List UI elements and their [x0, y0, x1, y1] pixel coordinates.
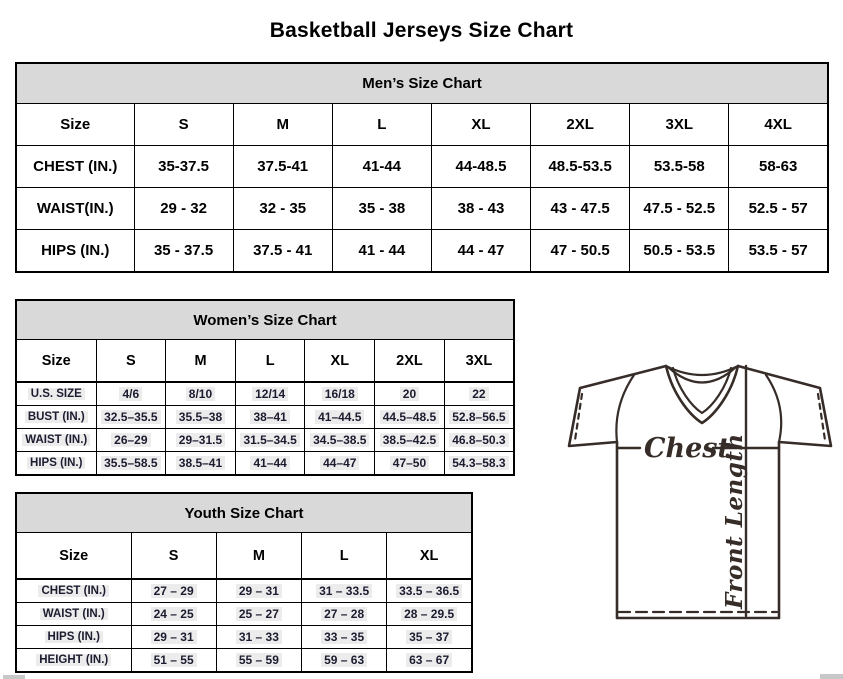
jersey-measurement-diagram — [556, 356, 843, 622]
womens-measure-row — [16, 406, 514, 429]
womens-value-cell: 46.8–50.3 — [444, 429, 514, 452]
womens-row-label: U.S. SIZE — [16, 382, 96, 406]
womens-size-chart-section — [15, 299, 515, 476]
womens-size-col-s: S — [96, 340, 166, 383]
youth-size-col-l: L — [302, 533, 387, 580]
mens-value-cell: 35 - 37.5 — [134, 230, 233, 273]
mens-size-col-l: L — [332, 104, 431, 146]
youth-row-label: HIPS (IN.) — [16, 626, 131, 649]
womens-value-cell: 38.5–42.5 — [375, 429, 445, 452]
front-length-label: Front Length — [721, 433, 748, 609]
mens-value-cell: 44-48.5 — [431, 146, 530, 188]
womens-value-cell: 26–29 — [96, 429, 166, 452]
jersey-right-armhole-seam — [766, 375, 781, 442]
youth-size-chart-section — [15, 492, 473, 673]
youth-value-cell: 25 – 27 — [216, 603, 301, 626]
mens-value-cell: 38 - 43 — [431, 188, 530, 230]
womens-value-cell: 52.8–56.5 — [444, 406, 514, 429]
youth-row-label: CHEST (IN.) — [16, 579, 131, 603]
mens-size-chart-section — [15, 62, 829, 273]
womens-value-cell: 22 — [444, 382, 514, 406]
mens-size-corner-label: Size — [16, 104, 134, 146]
womens-measure-row — [16, 429, 514, 452]
youth-value-cell: 33.5 – 36.5 — [387, 579, 472, 603]
mens-size-col-2xl: 2XL — [531, 104, 630, 146]
youth-value-cell: 27 – 29 — [131, 579, 216, 603]
mens-value-cell: 41 - 44 — [332, 230, 431, 273]
womens-table-title: Women’s Size Chart — [16, 300, 514, 340]
page-title: Basketball Jerseys Size Chart — [269, 19, 574, 43]
womens-value-cell: 16/18 — [305, 382, 375, 406]
mens-value-cell: 52.5 - 57 — [729, 188, 828, 230]
mens-size-col-s: S — [134, 104, 233, 146]
womens-value-cell: 44.5–48.5 — [375, 406, 445, 429]
youth-size-table — [15, 492, 473, 673]
mens-value-cell: 50.5 - 53.5 — [630, 230, 729, 273]
youth-measure-row — [16, 603, 472, 626]
womens-size-col-xl: XL — [305, 340, 375, 383]
mens-measure-row — [16, 146, 828, 188]
mens-value-cell: 44 - 47 — [431, 230, 530, 273]
mens-value-cell: 41-44 — [332, 146, 431, 188]
mens-row-label: CHEST (IN.) — [16, 146, 134, 188]
mens-size-col-m: M — [233, 104, 332, 146]
womens-value-cell: 35.5–58.5 — [96, 452, 166, 476]
youth-size-col-m: M — [216, 533, 301, 580]
mens-value-cell: 35 - 38 — [332, 188, 431, 230]
womens-size-corner-label: Size — [16, 340, 96, 383]
womens-value-cell: 41–44 — [235, 452, 305, 476]
mens-measure-row — [16, 230, 828, 273]
youth-value-cell: 27 – 28 — [302, 603, 387, 626]
mens-value-cell: 37.5-41 — [233, 146, 332, 188]
womens-value-cell: 20 — [375, 382, 445, 406]
youth-value-cell: 33 – 35 — [302, 626, 387, 649]
womens-size-col-3xl: 3XL — [444, 340, 514, 383]
jersey-body-outline — [617, 442, 779, 618]
womens-measure-row — [16, 452, 514, 476]
youth-value-cell: 28 – 29.5 — [387, 603, 472, 626]
youth-value-cell: 35 – 37 — [387, 626, 472, 649]
womens-size-col-2xl: 2XL — [375, 340, 445, 383]
youth-size-col-xl: XL — [387, 533, 472, 580]
womens-value-cell: 38.5–41 — [166, 452, 236, 476]
womens-size-table — [15, 299, 515, 476]
mens-value-cell: 58-63 — [729, 146, 828, 188]
mens-value-cell: 47.5 - 52.5 — [630, 188, 729, 230]
mens-value-cell: 35-37.5 — [134, 146, 233, 188]
womens-value-cell: 35.5–38 — [166, 406, 236, 429]
womens-value-cell: 34.5–38.5 — [305, 429, 375, 452]
jersey-left-armhole-seam — [616, 375, 634, 442]
youth-size-corner-label: Size — [16, 533, 131, 580]
womens-size-col-m: M — [166, 340, 236, 383]
mens-value-cell: 29 - 32 — [134, 188, 233, 230]
mens-size-col-xl: XL — [431, 104, 530, 146]
youth-value-cell: 31 – 33 — [216, 626, 301, 649]
mens-value-cell: 32 - 35 — [233, 188, 332, 230]
scrollbar-fragment-right[interactable] — [820, 674, 843, 679]
youth-value-cell: 29 – 31 — [131, 626, 216, 649]
womens-value-cell: 44–47 — [305, 452, 375, 476]
youth-table-title: Youth Size Chart — [16, 493, 472, 533]
womens-value-cell: 29–31.5 — [166, 429, 236, 452]
womens-value-cell: 32.5–35.5 — [96, 406, 166, 429]
chest-label: Chest — [644, 433, 730, 464]
womens-row-label: HIPS (IN.) — [16, 452, 96, 476]
youth-size-header-row — [16, 533, 472, 580]
mens-row-label: HIPS (IN.) — [16, 230, 134, 273]
youth-value-cell: 29 – 31 — [216, 579, 301, 603]
jersey-right-sleeve — [738, 366, 831, 446]
youth-size-col-s: S — [131, 533, 216, 580]
womens-value-cell: 54.3–58.3 — [444, 452, 514, 476]
mens-measure-row — [16, 188, 828, 230]
youth-value-cell: 59 – 63 — [302, 649, 387, 673]
mens-value-cell: 37.5 - 41 — [233, 230, 332, 273]
youth-value-cell: 63 – 67 — [387, 649, 472, 673]
youth-measure-row — [16, 649, 472, 673]
mens-row-label: WAIST(IN.) — [16, 188, 134, 230]
mens-value-cell: 48.5-53.5 — [531, 146, 630, 188]
womens-value-cell: 31.5–34.5 — [235, 429, 305, 452]
mens-value-cell: 47 - 50.5 — [531, 230, 630, 273]
youth-value-cell: 55 – 59 — [216, 649, 301, 673]
mens-table-title: Men’s Size Chart — [16, 63, 828, 104]
womens-row-label: BUST (IN.) — [16, 406, 96, 429]
youth-measure-row — [16, 626, 472, 649]
mens-size-col-4xl: 4XL — [729, 104, 828, 146]
youth-row-label: WAIST (IN.) — [16, 603, 131, 626]
womens-row-label: WAIST (IN.) — [16, 429, 96, 452]
mens-value-cell: 53.5 - 57 — [729, 230, 828, 273]
youth-value-cell: 24 – 25 — [131, 603, 216, 626]
youth-value-cell: 51 – 55 — [131, 649, 216, 673]
youth-value-cell: 31 – 33.5 — [302, 579, 387, 603]
youth-measure-row — [16, 579, 472, 603]
mens-size-table — [15, 62, 829, 273]
womens-value-cell: 47–50 — [375, 452, 445, 476]
mens-size-col-3xl: 3XL — [630, 104, 729, 146]
youth-row-label: HEIGHT (IN.) — [16, 649, 131, 673]
womens-size-col-l: L — [235, 340, 305, 383]
womens-value-cell: 41–44.5 — [305, 406, 375, 429]
womens-size-header-row — [16, 340, 514, 383]
womens-measure-row — [16, 382, 514, 406]
scrollbar-fragment-left[interactable] — [3, 675, 25, 679]
womens-value-cell: 4/6 — [96, 382, 166, 406]
womens-value-cell: 38–41 — [235, 406, 305, 429]
womens-value-cell: 8/10 — [166, 382, 236, 406]
womens-value-cell: 12/14 — [235, 382, 305, 406]
mens-size-header-row — [16, 104, 828, 146]
mens-value-cell: 53.5-58 — [630, 146, 729, 188]
mens-value-cell: 43 - 47.5 — [531, 188, 630, 230]
